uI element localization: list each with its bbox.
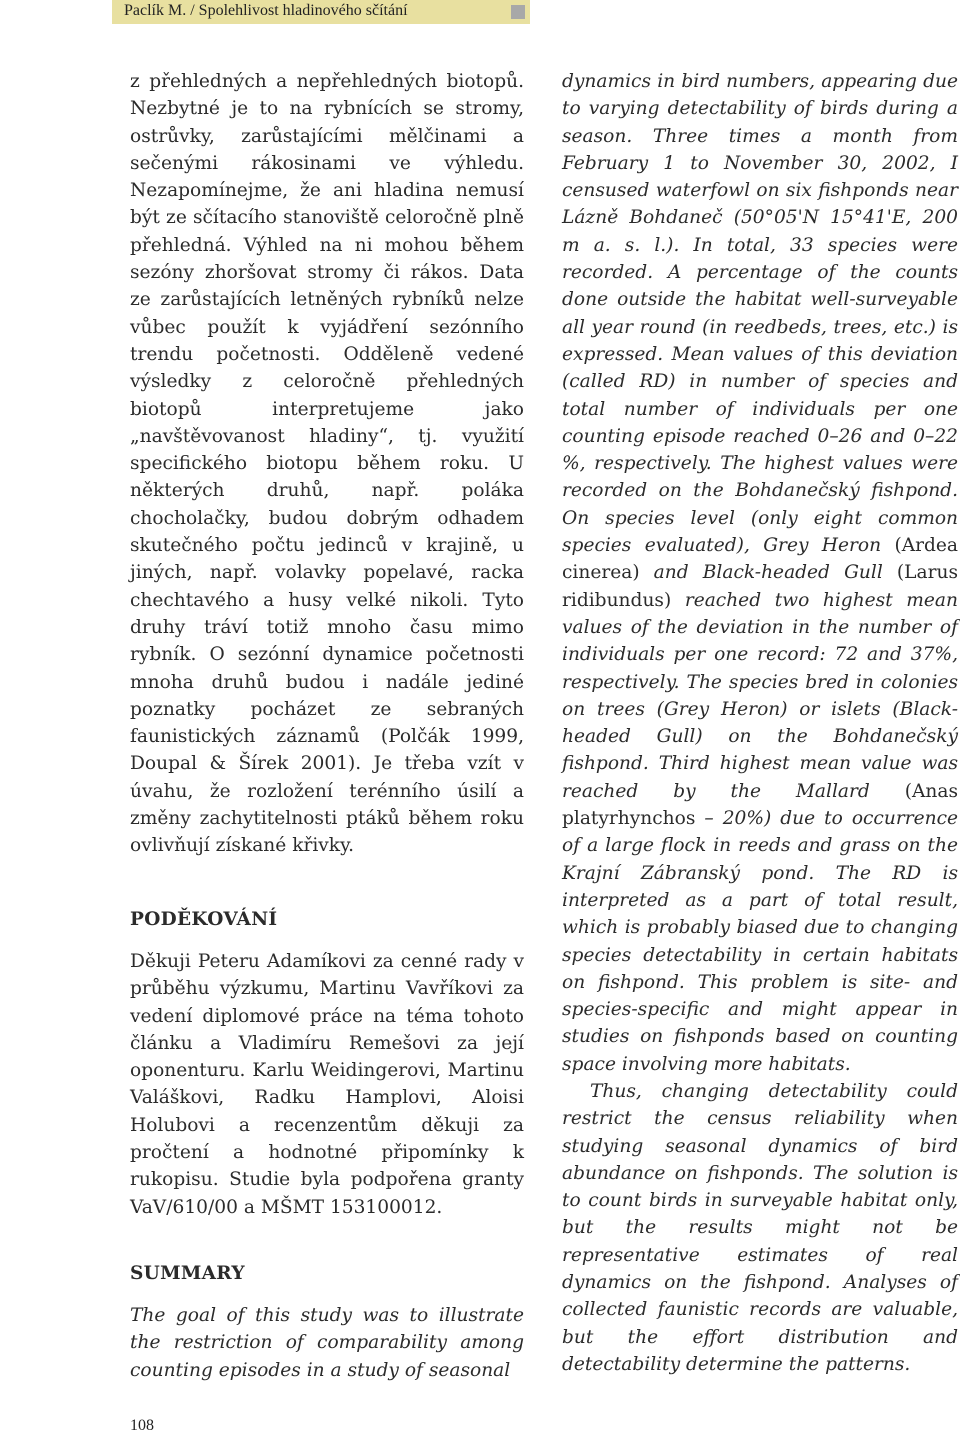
running-title: Paclík M. / Spolehlivost hladinového sčítání	[124, 2, 408, 19]
summary-text-b: and Black-headed Gull	[639, 562, 897, 584]
header-marker-square	[511, 5, 525, 19]
scientific-name-larus: (Larus ridibundus)	[562, 562, 958, 611]
summary-text-a: dynamics in bird numbers, appearing due to varying detectability of birds during a season. Three times a month from February 1 to November 30, 2002, I censused waterfowl on six fishponds near Lázně Bohdaneč (50°05'N 15°41'E, 200 m a. s. l.). In total, 33 species were recorded. A percentage of the counts done outside the habitat well-surveyable all year round (in reedbeds, trees, etc.) is expressed. Mean values of this deviation (called RD) in number of species and total number of individuals per one counting episode reached 0–26 and 0–22 %, respectively. The highest values were recorded on the Bohdanečský fishpond. On species level (only eight common species evaluated), Grey Heron	[562, 71, 958, 557]
acknowledgements-heading: PODĚKOVÁNÍ	[130, 908, 278, 930]
right-column	[562, 68, 958, 1378]
summary-paragraph-2: Thus, changing detectability could restrict the census reliability when studying seasonal dynamics of bird abundance on fishponds. The solution is to count birds in surveyable habitat only, but the results might not be representative estimates of real dynamics on the fishpond. Analyses of collected faunistic records are valuable, but the effort distribution and detectability determine the patterns.	[562, 1080, 958, 1375]
summary-paragraph-1	[562, 68, 958, 1078]
discussion-paragraph: z přehledných a nepřehledných biotopů. Nezbytné je to na rybnících se stromy, ostrůvky, zarůstajícími mělčinami a sečenými rákosinami ve výhledu. Nezapomínejme, že ani hladina nemusí být ze sčítacího stanoviště celoročně plně přehledná. Výhled na ni mohou během sezóny zhoršovat stromy či rákos. Data ze zarůstajících letněných rybníků nelze vůbec použít k vyjádření sezónního trendu početnosti. Odděleně vedené výsledky z celoročně přehledných biotopů interpretujeme jako „navštěvovanost hladiny“, tj. využití specifického biotopu během roku. U některých druhů, např. poláka chocholačky, budou dobrým odhadem skutečného počtu jedinců v krajině, u jiných, např. volavky popelavé, racka chechtavého a husy velké nikoli. Tyto druhy tráví totiž mnoho času mimo rybník. O sezónní dynamice početnosti mnoha druhů budou i nadále jediné poznatky pocházet ze sebraných faunistických záznamů (Polčák 1999, Doupal & Šírek 2001). Je třeba vzít v úvahu, že rozložení terénního úsilí a změny zachytitelnosti ptáků během roku ovlivňují získané křivky.	[130, 71, 524, 857]
acknowledgements-text: Děkuji Peteru Adamíkovi za cenné rady v průběhu výzkumu, Martinu Vavříkovi za vedení diplomové práce na téma tohoto článku a Vladimíru Remešovi za její oponenturu. Karlu Weidingerovi, Martinu Valáškovi, Radku Hamplovi, Aloisi Holubovi a recenzentům děkuji za pročtení a hodnotné připomínky k rukopisu. Studie byla podpořena granty VaV/610/00 a MŠMT 153100012.	[130, 950, 524, 1218]
page-number: 108	[130, 1417, 154, 1434]
summary-text-d: – 20%) due to occurrence of a large flock in reeds and grass on the Krajní Zábranský pond. The RD is interpreted as a part of total result, which is probably biased due to changing species detectability in certain habitats on fishpond. This problem is site- and species-specific and might appear in studies on fishponds based on counting space involving more habitats.	[562, 808, 958, 1075]
summary-text-start: The goal of this study was to illustrate the restriction of comparability among counting episodes in a study of seasonal	[130, 1305, 524, 1381]
left-column	[130, 68, 524, 1384]
summary-text-c: reached two highest mean values of the deviation in the number of individuals per one record: 72 and 37%, respectively. The species bred in colonies on trees (Grey Heron) or islets (Black-headed Gull) on the Bohdanečský fishpond. Third highest mean value was reached by the Mallard	[562, 589, 958, 802]
scientific-name-anas: (Anas platyrhynchos	[562, 780, 958, 830]
summary-heading: SUMMARY	[130, 1262, 245, 1284]
scientific-name-ardea: (Ardea cinerea)	[562, 535, 958, 584]
